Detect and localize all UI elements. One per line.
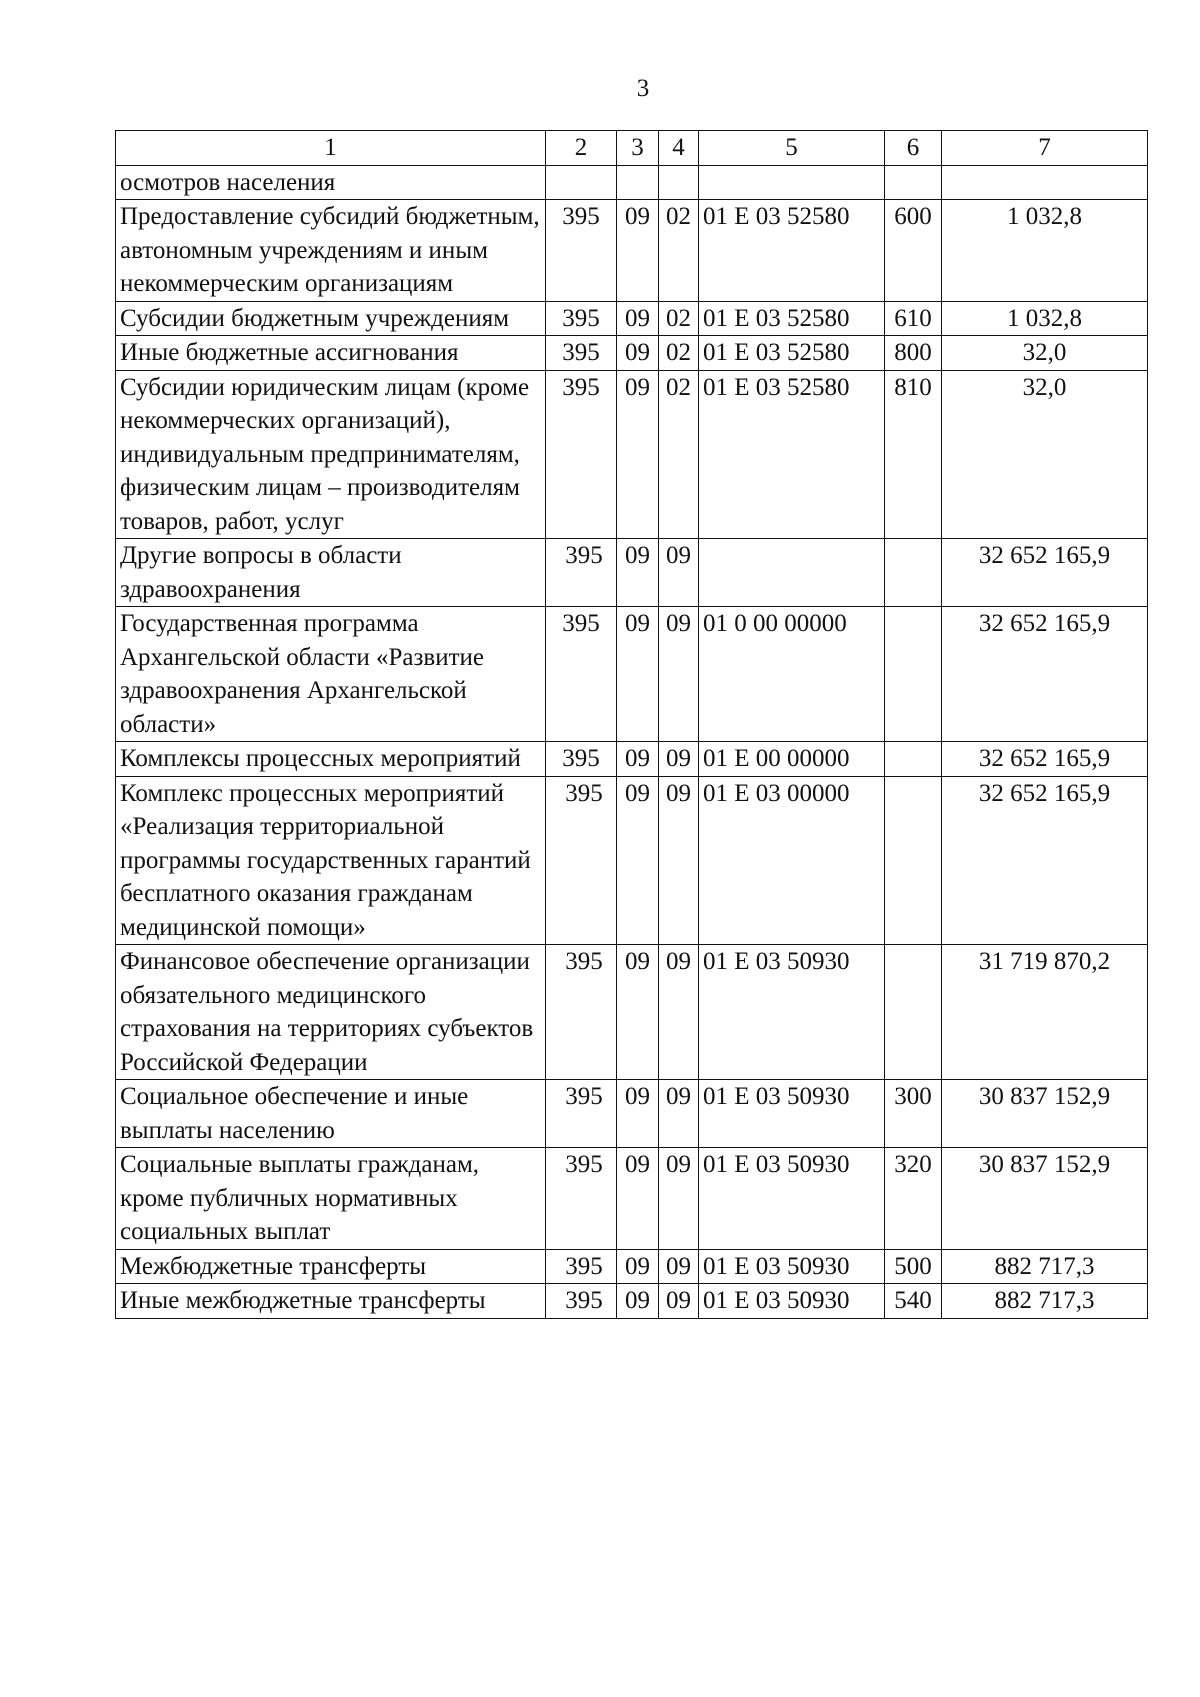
section-code: 09 <box>617 1080 659 1148</box>
item-name: осмотров населения <box>116 165 546 200</box>
expense-type-code <box>885 607 942 742</box>
subsection-code: 09 <box>659 607 699 742</box>
subsection-code <box>659 165 699 200</box>
grbs-code: 395 <box>546 1148 617 1250</box>
subsection-code: 02 <box>659 336 699 371</box>
item-name: Государственная программа Архангельской области «Развитие здравоохранения Архангельской области» <box>116 607 546 742</box>
target-article-code: 01 Е 03 52580 <box>699 336 885 371</box>
header-row <box>116 131 1148 166</box>
column-header: 6 <box>885 131 942 166</box>
grbs-code: 395 <box>546 539 617 607</box>
item-name: Иные бюджетные ассигнования <box>116 336 546 371</box>
expense-type-code: 610 <box>885 301 942 336</box>
column-header: 5 <box>699 131 885 166</box>
grbs-code: 395 <box>546 200 617 302</box>
amount: 30 837 152,9 <box>942 1148 1148 1250</box>
target-article-code: 01 Е 03 52580 <box>699 301 885 336</box>
section-code: 09 <box>617 370 659 539</box>
subsection-code: 02 <box>659 301 699 336</box>
subsection-code: 02 <box>659 200 699 302</box>
amount: 32,0 <box>942 336 1148 371</box>
expense-type-code: 500 <box>885 1249 942 1284</box>
expense-type-code <box>885 776 942 945</box>
grbs-code: 395 <box>546 607 617 742</box>
grbs-code: 395 <box>546 1284 617 1319</box>
table-row <box>116 945 1148 1080</box>
amount: 32 652 165,9 <box>942 539 1148 607</box>
amount: 32 652 165,9 <box>942 776 1148 945</box>
target-article-code: 01 Е 03 50930 <box>699 1148 885 1250</box>
grbs-code: 395 <box>546 1249 617 1284</box>
target-article-code: 01 Е 03 50930 <box>699 1080 885 1148</box>
subsection-code: 09 <box>659 539 699 607</box>
table-row <box>116 1080 1148 1148</box>
table-row <box>116 1284 1148 1319</box>
section-code <box>617 165 659 200</box>
grbs-code: 395 <box>546 370 617 539</box>
subsection-code: 09 <box>659 1148 699 1250</box>
target-article-code: 01 Е 03 52580 <box>699 200 885 302</box>
target-article-code: 01 Е 03 50930 <box>699 945 885 1080</box>
grbs-code <box>546 165 617 200</box>
item-name: Иные межбюджетные трансферты <box>116 1284 546 1319</box>
section-code: 09 <box>617 301 659 336</box>
column-header: 3 <box>617 131 659 166</box>
page-number: 3 <box>636 75 650 102</box>
amount <box>942 165 1148 200</box>
amount: 31 719 870,2 <box>942 945 1148 1080</box>
expense-type-code: 300 <box>885 1080 942 1148</box>
expense-type-code <box>885 165 942 200</box>
table-row <box>116 165 1148 200</box>
table-row <box>116 336 1148 371</box>
subsection-code: 09 <box>659 1080 699 1148</box>
amount: 32 652 165,9 <box>942 742 1148 777</box>
subsection-code: 09 <box>659 776 699 945</box>
expense-type-code: 320 <box>885 1148 942 1250</box>
amount: 882 717,3 <box>942 1284 1148 1319</box>
target-article-code <box>699 539 885 607</box>
column-header: 1 <box>116 131 546 166</box>
expense-type-code: 540 <box>885 1284 942 1319</box>
section-code: 09 <box>617 1148 659 1250</box>
grbs-code: 395 <box>546 742 617 777</box>
target-article-code: 01 Е 00 00000 <box>699 742 885 777</box>
table-row <box>116 200 1148 302</box>
section-code: 09 <box>617 742 659 777</box>
grbs-code: 395 <box>546 301 617 336</box>
amount: 1 032,8 <box>942 301 1148 336</box>
subsection-code: 09 <box>659 1249 699 1284</box>
item-name: Финансовое обеспечение организации обязательного медицинского страхования на территориях субъектов Российской Федерации <box>116 945 546 1080</box>
amount: 882 717,3 <box>942 1249 1148 1284</box>
section-code: 09 <box>617 1284 659 1319</box>
expense-type-code <box>885 742 942 777</box>
section-code: 09 <box>617 607 659 742</box>
item-name: Социальное обеспечение и иные выплаты населению <box>116 1080 546 1148</box>
section-code: 09 <box>617 945 659 1080</box>
section-code: 09 <box>617 539 659 607</box>
table-row <box>116 742 1148 777</box>
expense-type-code <box>885 539 942 607</box>
table-row <box>116 1148 1148 1250</box>
grbs-code: 395 <box>546 945 617 1080</box>
budget-table <box>115 130 1148 1319</box>
item-name: Межбюджетные трансферты <box>116 1249 546 1284</box>
column-header: 7 <box>942 131 1148 166</box>
section-code: 09 <box>617 1249 659 1284</box>
item-name: Предоставление субсидий бюджетным, автономным учреждениям и иным некоммерческим организациям <box>116 200 546 302</box>
subsection-code: 09 <box>659 945 699 1080</box>
item-name: Социальные выплаты гражданам, кроме публичных нормативных социальных выплат <box>116 1148 546 1250</box>
grbs-code: 395 <box>546 1080 617 1148</box>
table-row <box>116 607 1148 742</box>
table-row <box>116 776 1148 945</box>
table-row <box>116 539 1148 607</box>
grbs-code: 395 <box>546 776 617 945</box>
subsection-code: 09 <box>659 742 699 777</box>
target-article-code <box>699 165 885 200</box>
target-article-code: 01 Е 03 50930 <box>699 1249 885 1284</box>
target-article-code: 01 Е 03 52580 <box>699 370 885 539</box>
amount: 30 837 152,9 <box>942 1080 1148 1148</box>
table-row <box>116 1249 1148 1284</box>
section-code: 09 <box>617 336 659 371</box>
amount: 1 032,8 <box>942 200 1148 302</box>
amount: 32 652 165,9 <box>942 607 1148 742</box>
section-code: 09 <box>617 200 659 302</box>
section-code: 09 <box>617 776 659 945</box>
target-article-code: 01 Е 03 50930 <box>699 1284 885 1319</box>
grbs-code: 395 <box>546 336 617 371</box>
table-row <box>116 301 1148 336</box>
item-name: Субсидии бюджетным учреждениям <box>116 301 546 336</box>
table-row <box>116 370 1148 539</box>
subsection-code: 09 <box>659 1284 699 1319</box>
item-name: Комплексы процессных мероприятий <box>116 742 546 777</box>
expense-type-code: 800 <box>885 336 942 371</box>
item-name: Субсидии юридическим лицам (кроме некоммерческих организаций), индивидуальным предпринимателям, физическим лицам – производителям товаров, работ, услуг <box>116 370 546 539</box>
expense-type-code <box>885 945 942 1080</box>
subsection-code: 02 <box>659 370 699 539</box>
column-header: 4 <box>659 131 699 166</box>
item-name: Другие вопросы в области здравоохранения <box>116 539 546 607</box>
target-article-code: 01 0 00 00000 <box>699 607 885 742</box>
column-header: 2 <box>546 131 617 166</box>
item-name: Комплекс процессных мероприятий «Реализация территориальной программы государственных гарантий бесплатного оказания гражданам медицинской помощи» <box>116 776 546 945</box>
expense-type-code: 810 <box>885 370 942 539</box>
expense-type-code: 600 <box>885 200 942 302</box>
amount: 32,0 <box>942 370 1148 539</box>
target-article-code: 01 Е 03 00000 <box>699 776 885 945</box>
